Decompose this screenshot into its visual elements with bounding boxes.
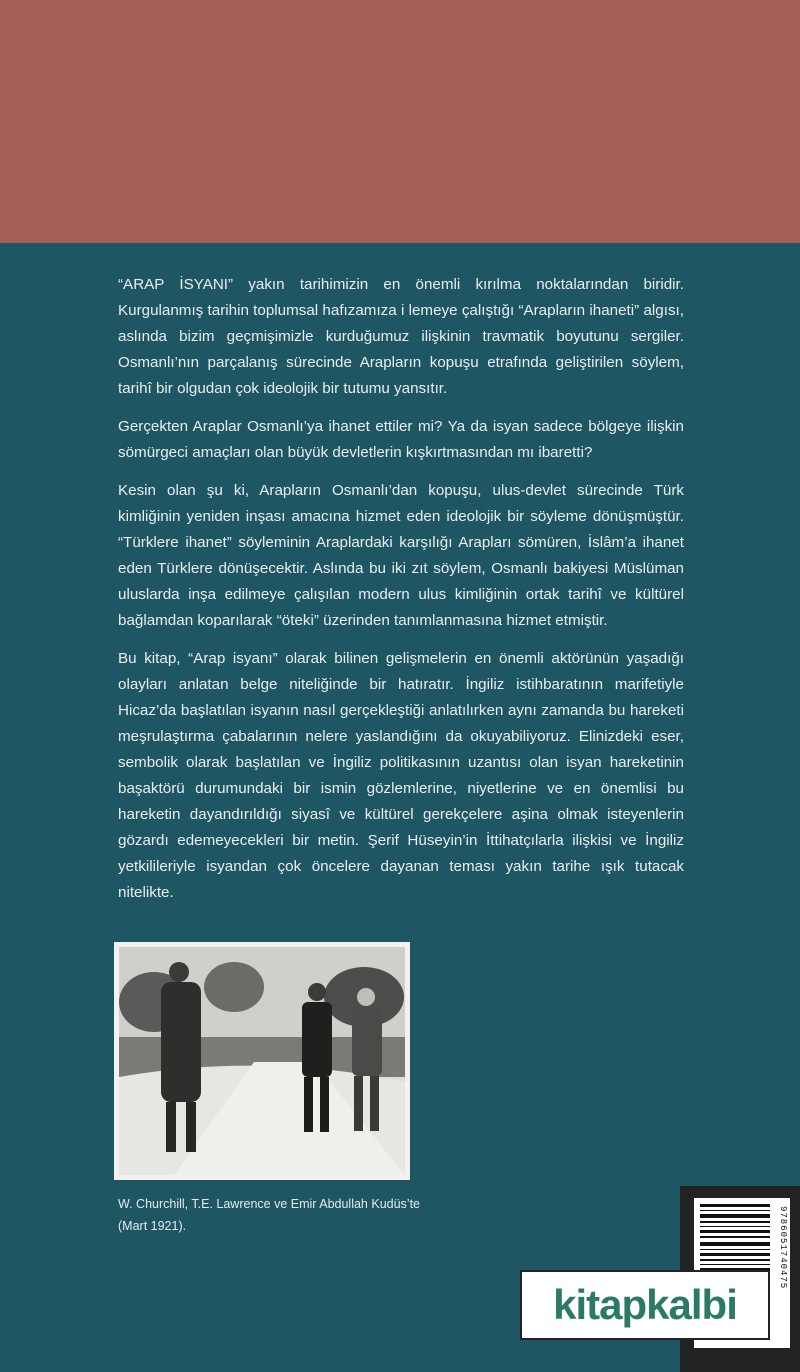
blurb-paragraph-4: Bu kitap, “Arap isyanı” olarak bilinen gelişmelerin en önemli aktörünün yaşadığı olayları anlatan belge niteliğinde bir hatıratır. İngiliz istihbaratının marifetiyle Hicaz’da başlatılan isyanın nasıl gerçekleştiği anlatılırken aynı zamanda bu hareketi meşrulaştırma çabalarının nelere yaslandığını da okuyabiliyoruz. Elinizdeki eser, sembolik olarak başlatılan ve İngiliz politikasının uzantısı olan isyan hareketinin başaktörü durumundaki bir ismin gözlemlerine, niyetlerine ve en önemlisi bu hareketin dayandırıldığı siyasî ve kültürel gerekçelere aşina olmak isteyenlerin gözardı edemeyecekleri bir metin. Şerif Hüseyin’in İttihatçılarla ilişkisi ve İngiliz yetkilileriyle isyandan çok öncelere dayanan teması yakın tarihe ışık tutacak nitelikte.	[118, 650, 684, 901]
historical-photo	[114, 942, 410, 1180]
kitapkalbi-logo	[520, 1270, 770, 1340]
photo-caption-line-2: (Mart 1921).	[118, 1219, 187, 1233]
blurb-paragraph-3: Kesin olan şu ki, Arapların Osmanlı’dan kopuşu, ulus-devlet sürecinde Türk kimliğinin yeniden inşası amacına hizmet eden ideolojik bir söyleme dönüşmüştür. “Türklere ihanet” söyleminin Araplardaki karşılığı Arapları sömüren, İslâm’a ihanet eden Türklere dönüşecektir. Aslında bu iki zıt söylem, Osmanlı bakiyesi Müslüman uluslarda inşa edilmeye çalışılan modern ulus kimliğinin ortak tarihî ve kültürel bağlamdan koparılarak “öteki” üzerinden tanımlanmasına hizmet etmiştir.	[118, 482, 684, 629]
blurb-paragraph-2: Gerçekten Araplar Osmanlı’ya ihanet ettiler mi? Ya da isyan sadece bölgeye ilişkin sömürgeci amaçları olan büyük devletlerin kışkırtmasından mı ibaretti?	[118, 418, 684, 461]
photo-caption-line-1: W. Churchill, T.E. Lawrence ve Emir Abdullah Kudüs’te	[118, 1197, 420, 1211]
photo-illustration	[114, 942, 410, 1180]
top-color-band	[0, 0, 800, 243]
back-cover-blurb	[118, 272, 684, 918]
logo-text: kitapkalbi	[553, 1281, 737, 1328]
photo-caption	[118, 1193, 438, 1237]
blurb-paragraph-1: “ARAP İSYANI” yakın tarihimizin en önemli kırılma noktalarından biridir. Kurgulanmış tarihin toplumsal hafızamıza i lemeye çalıştığı “Arapların ihaneti” algısı, aslında bizim geçmişimizle kurduğumuz ilişkinin travmatik boyutunu sergiler. Osmanlı’nın parçalanış sürecinde Arapların kopuşu etrafında geliştirilen söylem, tarihî bir olgudan çok ideolojik bir tutumu yansıtır.	[118, 276, 684, 397]
isbn-number: 9786051740475	[778, 1206, 788, 1290]
